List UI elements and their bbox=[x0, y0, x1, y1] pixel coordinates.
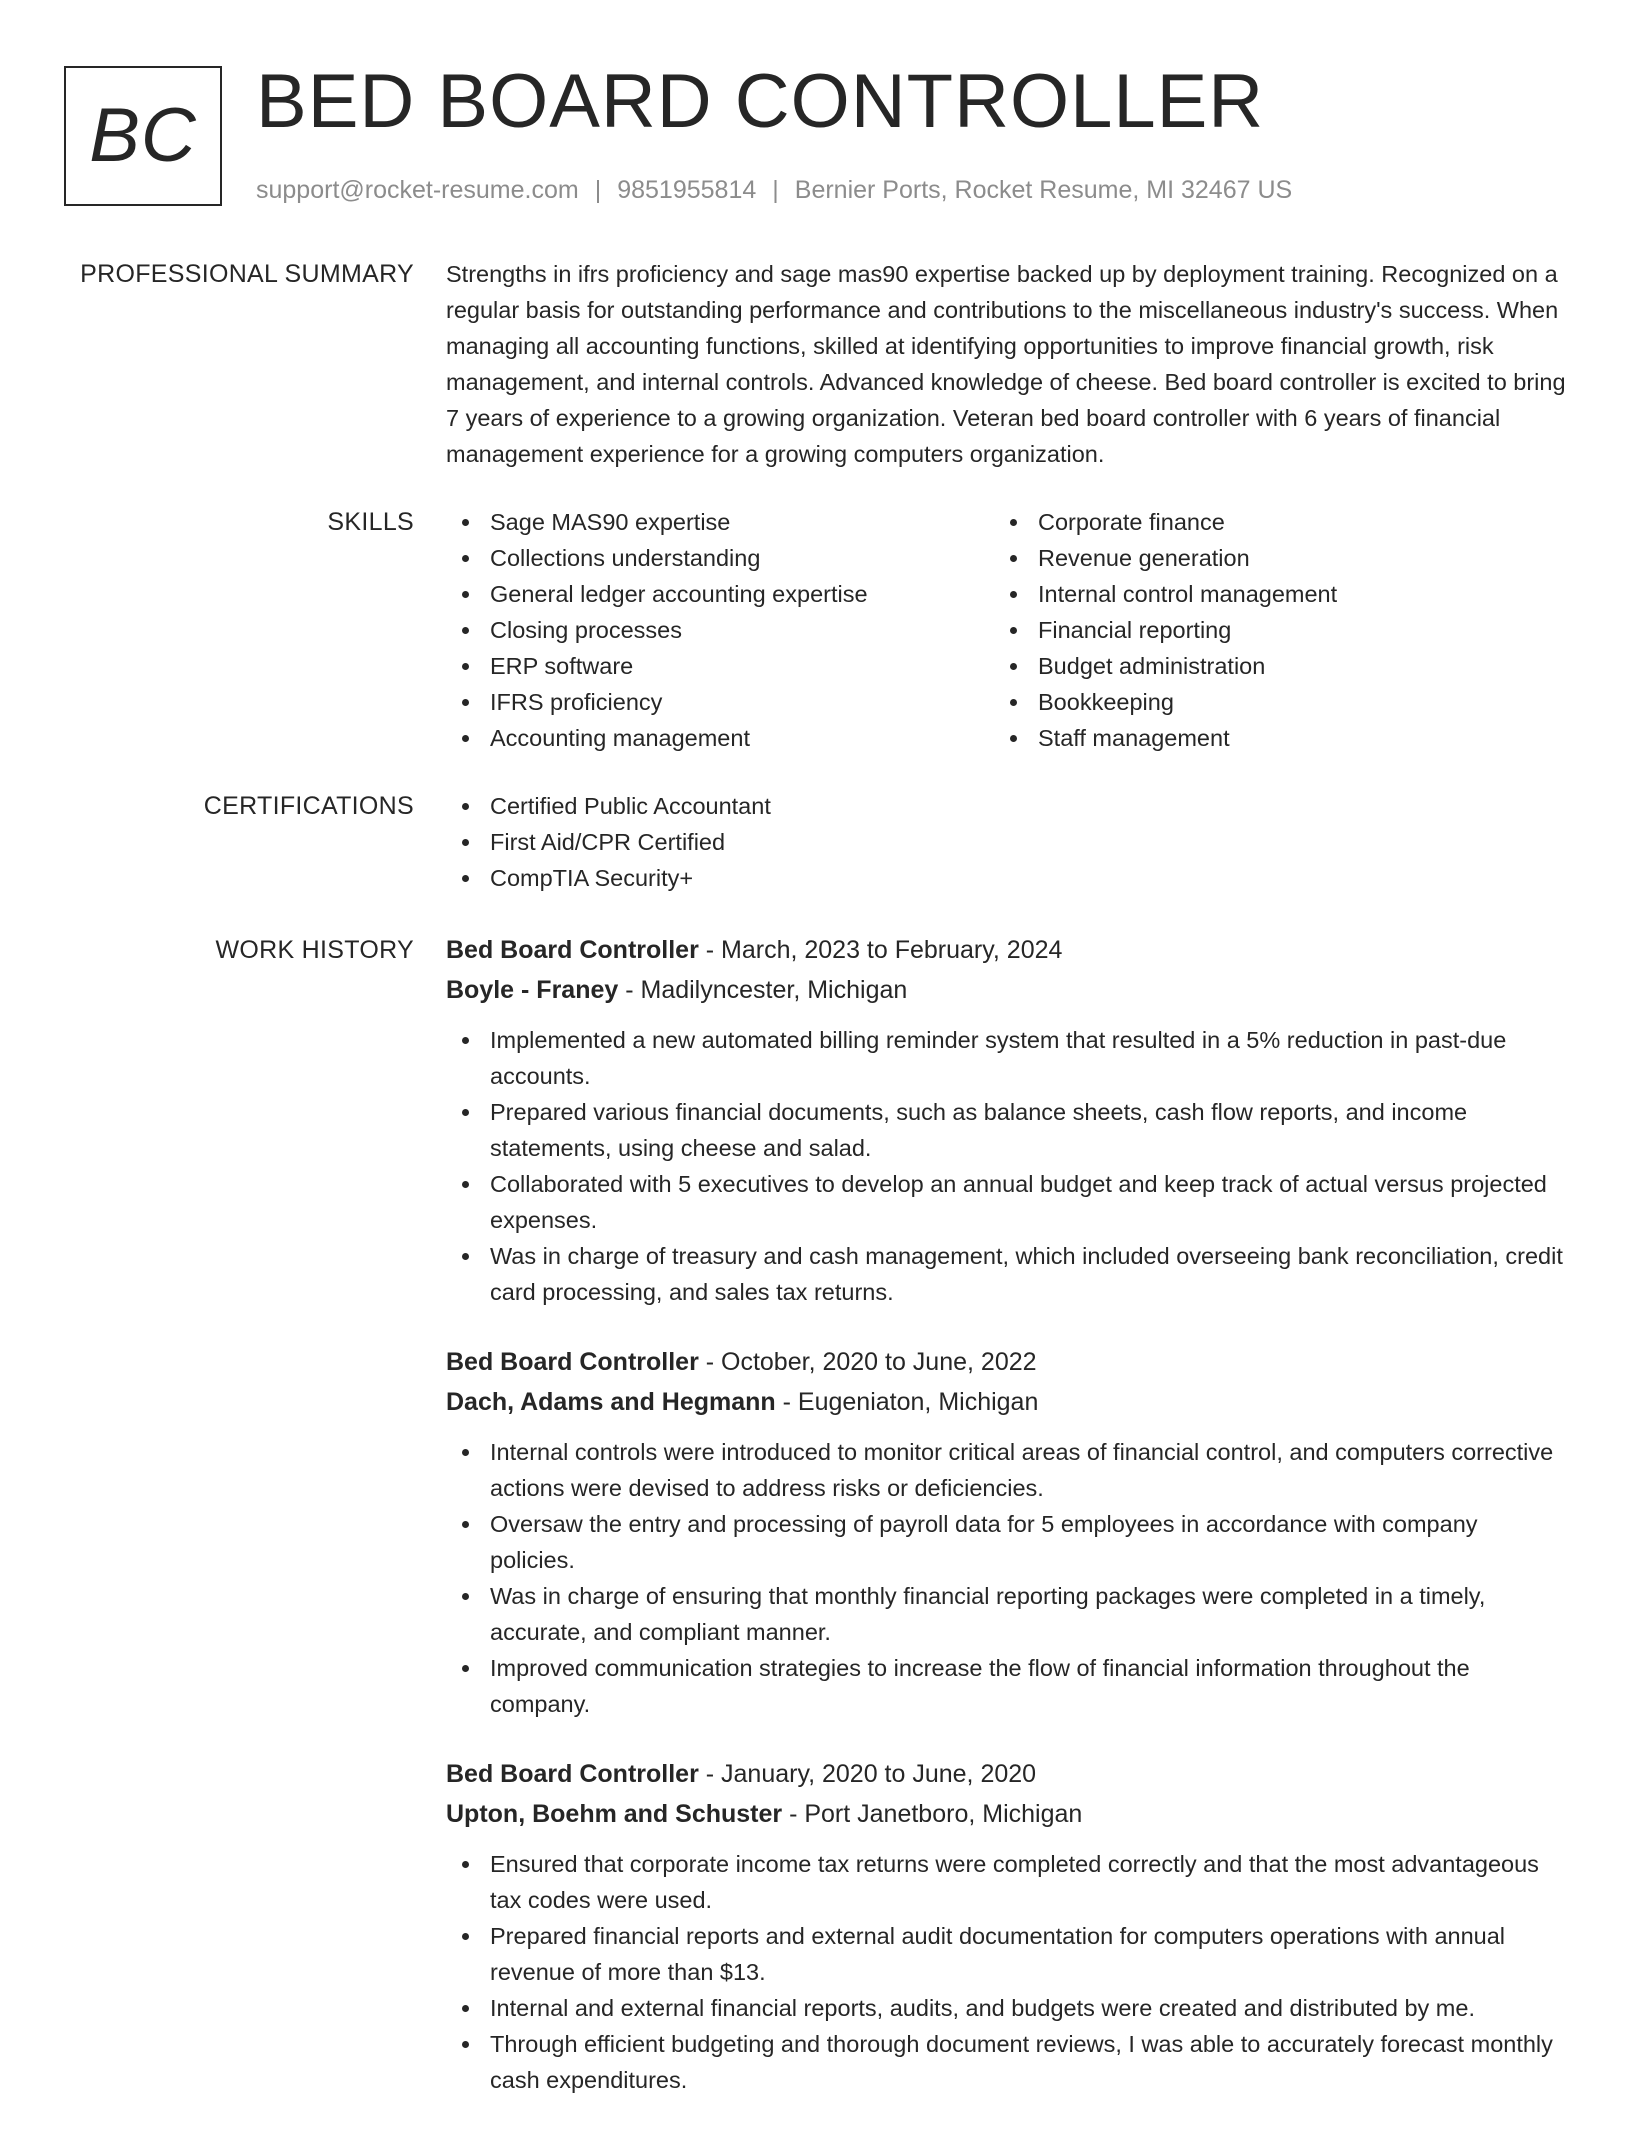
job-title-line bbox=[446, 1342, 1566, 1382]
job-company-line bbox=[446, 1382, 1566, 1422]
skills-heading: SKILLS bbox=[327, 508, 414, 536]
work-history-body bbox=[446, 930, 1566, 2130]
list-item: Financial reporting bbox=[994, 612, 1542, 648]
summary-heading: PROFESSIONAL SUMMARY bbox=[80, 260, 414, 288]
candidate-name: BED BOARD CONTROLLER bbox=[256, 59, 1265, 144]
skills-body bbox=[446, 504, 1566, 756]
job-bullets bbox=[446, 1846, 1566, 2098]
list-item: Budget administration bbox=[994, 648, 1542, 684]
contact-address: Bernier Ports, Rocket Resume, MI 32467 US bbox=[794, 176, 1293, 204]
job-dates: - March, 2023 to February, 2024 bbox=[698, 936, 1063, 964]
work-history-heading: WORK HISTORY bbox=[215, 936, 414, 964]
list-item: Improved communication strategies to increase the flow of financial information throughout the company. bbox=[446, 1650, 1566, 1722]
job-entry bbox=[446, 1342, 1566, 1722]
list-item: Internal and external financial reports, audits, and budgets were created and distributed by me. bbox=[446, 1990, 1566, 2026]
list-item: Was in charge of ensuring that monthly financial reporting packages were completed in a timely, accurate, and compliant manner. bbox=[446, 1578, 1566, 1650]
list-item: Through efficient budgeting and thorough document reviews, I was able to accurately forecast monthly cash expenditures. bbox=[446, 2026, 1566, 2098]
list-item: Accounting management bbox=[446, 720, 994, 756]
list-item: Prepared financial reports and external audit documentation for computers operations with annual revenue of more than $13. bbox=[446, 1918, 1566, 1990]
list-item: Closing processes bbox=[446, 612, 994, 648]
list-item: Ensured that corporate income tax returns were completed correctly and that the most advantageous tax codes were used. bbox=[446, 1846, 1566, 1918]
job-company: Dach, Adams and Hegmann bbox=[446, 1388, 776, 1416]
job-location: - Eugeniaton, Michigan bbox=[775, 1388, 1039, 1416]
list-item: ERP software bbox=[446, 648, 994, 684]
job-entry bbox=[446, 1754, 1566, 2098]
contact-separator: | bbox=[772, 176, 779, 204]
list-item: IFRS proficiency bbox=[446, 684, 994, 720]
skills-list-left bbox=[446, 504, 994, 756]
list-item: Implemented a new automated billing reminder system that resulted in a 5% reduction in past-due accounts. bbox=[446, 1022, 1566, 1094]
job-location: - Port Janetboro, Michigan bbox=[782, 1800, 1083, 1828]
list-item: Prepared various financial documents, such as balance sheets, cash flow reports, and income statements, using cheese and salad. bbox=[446, 1094, 1566, 1166]
contact-line bbox=[256, 172, 1292, 208]
list-item: Corporate finance bbox=[994, 504, 1542, 540]
list-item: Sage MAS90 expertise bbox=[446, 504, 994, 540]
job-company-line bbox=[446, 1794, 1566, 1834]
list-item: Staff management bbox=[994, 720, 1542, 756]
monogram-initials: BC bbox=[89, 93, 197, 178]
job-role: Bed Board Controller bbox=[446, 936, 699, 964]
list-item: Oversaw the entry and processing of payroll data for 5 employees in accordance with company policies. bbox=[446, 1506, 1566, 1578]
certifications-heading: CERTIFICATIONS bbox=[203, 792, 414, 820]
list-item: General ledger accounting expertise bbox=[446, 576, 994, 612]
list-item: Certified Public Accountant bbox=[446, 788, 1566, 824]
job-dates: - January, 2020 to June, 2020 bbox=[698, 1760, 1037, 1788]
job-company: Upton, Boehm and Schuster bbox=[446, 1800, 783, 1828]
monogram-logo bbox=[64, 66, 222, 206]
job-location: - Madilyncester, Michigan bbox=[618, 976, 908, 1004]
job-title-line bbox=[446, 1754, 1566, 1794]
list-item: Internal control management bbox=[994, 576, 1542, 612]
job-title-line bbox=[446, 930, 1566, 970]
job-bullets bbox=[446, 1434, 1566, 1722]
skills-list-right bbox=[994, 504, 1542, 756]
job-bullets bbox=[446, 1022, 1566, 1310]
contact-phone: 9851955814 bbox=[617, 176, 757, 204]
job-dates: - October, 2020 to June, 2022 bbox=[698, 1348, 1037, 1376]
list-item: Internal controls were introduced to monitor critical areas of financial control, and computers corrective actions were devised to address risks or deficiencies. bbox=[446, 1434, 1566, 1506]
summary-text: Strengths in ifrs proficiency and sage mas90 expertise backed up by deployment training. Recognized on a regular basis for outstanding performance and contributions to the miscellaneous industry's success. When managing all accounting functions, skilled at identifying opportunities to improve financial growth, risk management, and internal controls. Advanced knowledge of cheese. Bed board controller is excited to bring 7 years of experience to a growing organization. Veteran bed board controller with 6 years of financial management experience for a growing computers organization. bbox=[446, 261, 1566, 467]
certifications-list bbox=[446, 788, 1566, 896]
contact-email: support@rocket-resume.com bbox=[256, 176, 579, 204]
list-item: Bookkeeping bbox=[994, 684, 1542, 720]
list-item: First Aid/CPR Certified bbox=[446, 824, 1566, 860]
list-item: Collaborated with 5 executives to develop an annual budget and keep track of actual versus projected expenses. bbox=[446, 1166, 1566, 1238]
list-item: Revenue generation bbox=[994, 540, 1542, 576]
certifications-body bbox=[446, 788, 1566, 896]
job-role: Bed Board Controller bbox=[446, 1760, 699, 1788]
list-item: CompTIA Security+ bbox=[446, 860, 1566, 896]
job-company: Boyle - Franey bbox=[446, 976, 619, 1004]
summary-body bbox=[446, 256, 1566, 472]
list-item: Was in charge of treasury and cash management, which included overseeing bank reconciliation, credit card processing, and sales tax returns. bbox=[446, 1238, 1566, 1310]
job-role: Bed Board Controller bbox=[446, 1348, 699, 1376]
job-entry bbox=[446, 930, 1566, 1310]
list-item: Collections understanding bbox=[446, 540, 994, 576]
contact-separator: | bbox=[594, 176, 602, 204]
job-company-line bbox=[446, 970, 1566, 1010]
